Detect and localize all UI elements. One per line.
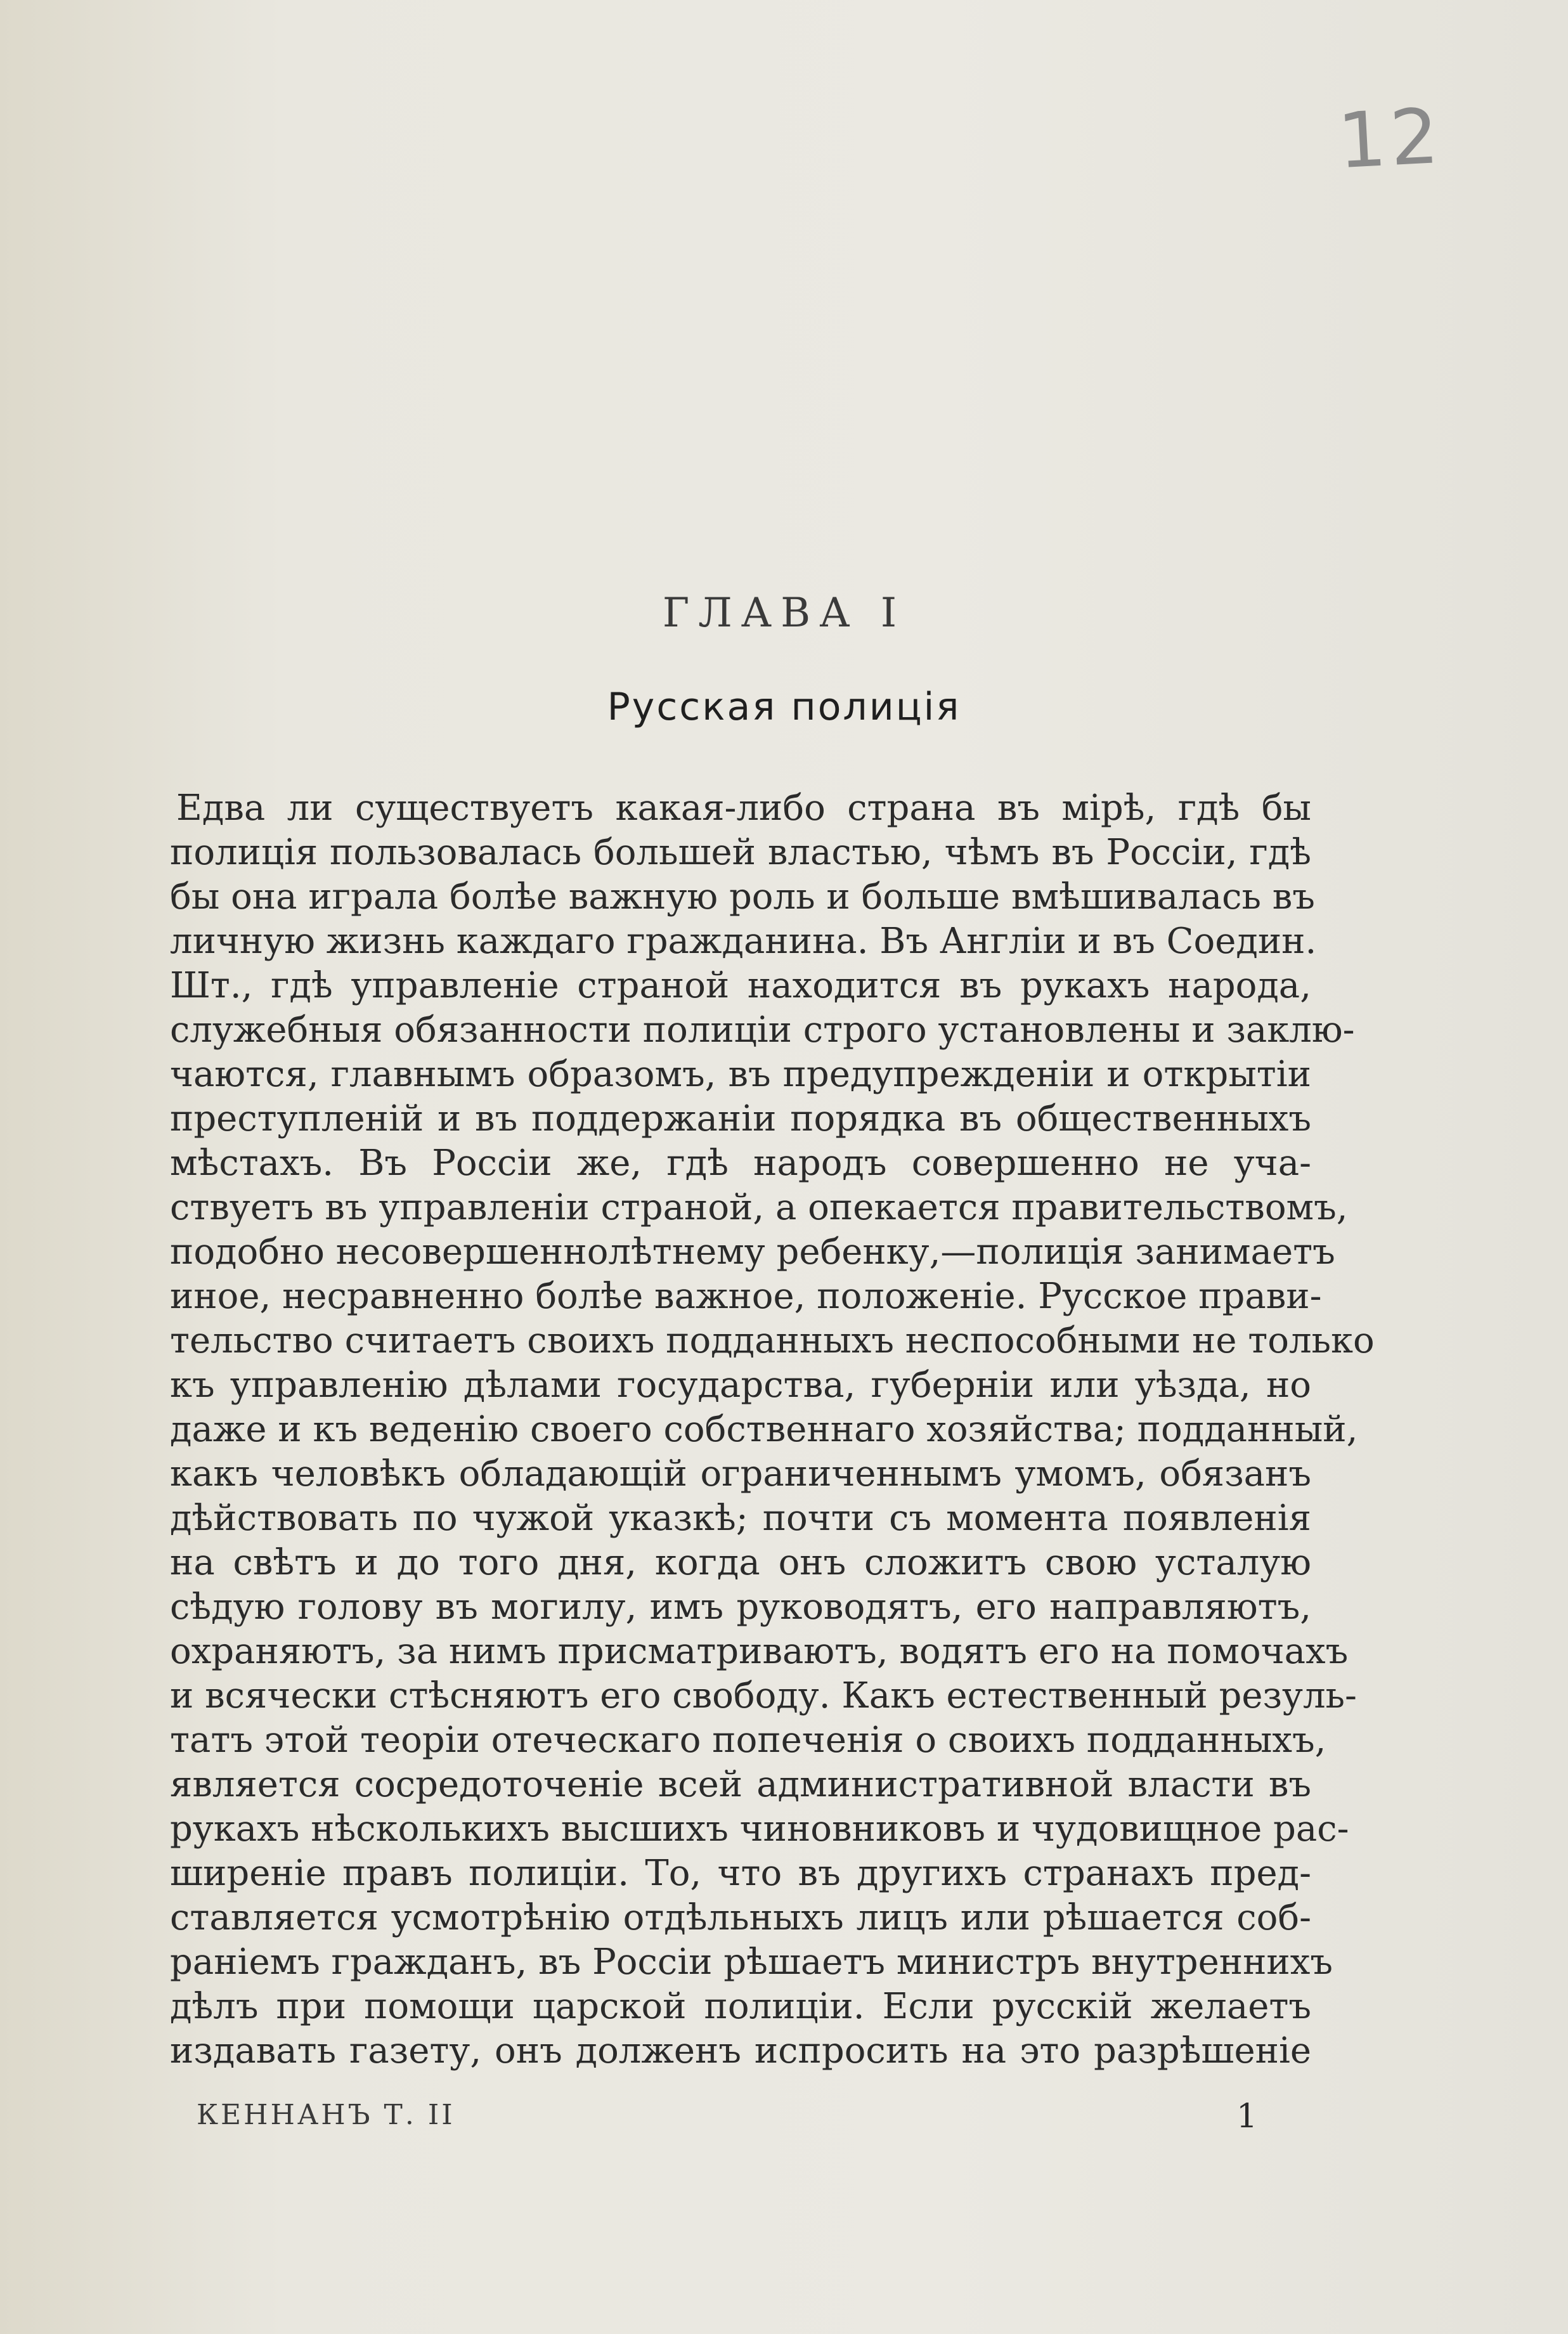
text-line: раніемъ гражданъ, въ Россіи рѣшаетъ министръ внутреннихъ [170, 1942, 1333, 1983]
text-line: подобно несовершеннолѣтнему ребенку,—полиція занимаетъ [170, 1231, 1335, 1273]
text-line: бы она играла болѣе важную роль и больше вмѣшивалась въ [170, 876, 1315, 917]
text-line: къ управленію дѣлами государства, губерніи или уѣзда, но [170, 1365, 1311, 1406]
text-line: и всячески стѣсняютъ его свободу. Какъ естественный резуль- [170, 1675, 1357, 1716]
text-line: является сосредоточеніе всей административной власти въ [170, 1764, 1311, 1805]
text-line: дѣлъ при помощи царской полиціи. Если русскій желаетъ [170, 1986, 1311, 2027]
text-line: ствуетъ въ управленіи страной, а опекается правительствомъ, [170, 1187, 1348, 1228]
signature-mark: КЕННАНЪ Т. II [197, 2099, 455, 2131]
text-line: иное, несравненно болѣе важное, положеніе. Русское прави- [170, 1276, 1322, 1317]
text-line: служебныя обязанности полиціи строго установлены и заклю- [170, 1009, 1355, 1051]
text-line: дѣйствовать по чужой указкѣ; почти съ момента появленія [170, 1498, 1311, 1539]
text-line: преступленій и въ поддержаніи порядка въ общественныхъ [170, 1098, 1311, 1139]
chapter-heading: ГЛАВА I [662, 590, 906, 637]
text-line: ширеніе правъ полиціи. То, что въ другихъ странахъ пред- [170, 1853, 1311, 1894]
text-line: ставляется усмотрѣнію отдѣльныхъ лицъ или рѣшается соб- [170, 1897, 1311, 1938]
text-line: Шт., гдѣ управленіе страной находится въ рукахъ народа, [170, 965, 1311, 1006]
text-line: издавать газету, онъ долженъ испросить на это разрѣшеніе [170, 2030, 1311, 2071]
text-line: личную жизнь каждаго гражданина. Въ Англіи и въ Соедин. [170, 921, 1317, 962]
body-paragraph [170, 786, 1375, 2073]
text-line: чаются, главнымъ образомъ, въ предупрежденіи и открытіи [170, 1054, 1311, 1095]
text-line: сѣдую голову въ могилу, имъ руководятъ, его направляютъ, [170, 1586, 1311, 1628]
pencil-page-note: 12 [1335, 92, 1445, 186]
text-line: на свѣтъ и до того дня, когда онъ сложитъ свою усталую [170, 1542, 1311, 1583]
chapter-title: Русская полиція [607, 685, 961, 729]
text-line: рукахъ нѣсколькихъ высшихъ чиновниковъ и чудовищное рас- [170, 1808, 1349, 1850]
text-line: мѣстахъ. Въ Россіи же, гдѣ народъ совершенно не уча- [170, 1143, 1311, 1184]
text-line: татъ этой теоріи отеческаго попеченія о своихъ подданныхъ, [170, 1720, 1326, 1761]
text-line: тельство считаетъ своихъ подданныхъ неспособными не только [170, 1320, 1375, 1361]
text-line: полиція пользовалась большей властью, чѣмъ въ Россіи, гдѣ [170, 832, 1311, 873]
text-line: даже и къ веденію своего собственнаго хозяйства; подданный, [170, 1409, 1358, 1450]
page-number: 1 [1236, 2097, 1258, 2136]
text-line: какъ человѣкъ обладающій ограниченнымъ умомъ, обязанъ [170, 1453, 1311, 1494]
text-line: Едва ли существуетъ какая-либо страна въ мірѣ, гдѣ бы [176, 788, 1311, 829]
text-line: охраняютъ, за нимъ присматриваютъ, водятъ его на помочахъ [170, 1631, 1349, 1672]
